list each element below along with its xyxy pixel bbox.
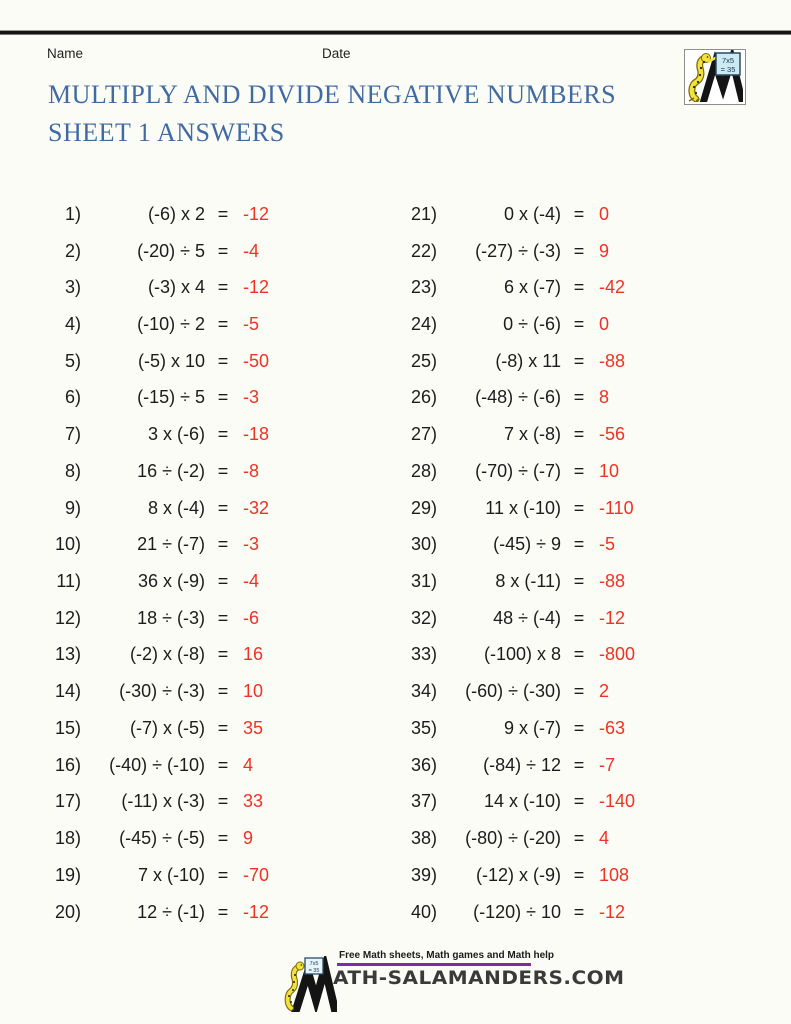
problem-answer: -12 bbox=[243, 277, 270, 298]
problem-expression: (-2) x (-8) bbox=[130, 644, 205, 665]
problem-expression: (-100) x 8 bbox=[483, 644, 561, 665]
problem-answer: -5 bbox=[243, 314, 260, 335]
problem-row bbox=[393, 306, 635, 343]
problem-number: 7) bbox=[64, 424, 81, 445]
problem-row bbox=[393, 637, 635, 674]
problem-number: 28) bbox=[410, 460, 437, 481]
footer-salamander-icon bbox=[283, 956, 337, 1012]
problem-expression: 11 x (-10) bbox=[485, 497, 561, 518]
problem-number: 15) bbox=[54, 717, 81, 738]
problem-answer: -12 bbox=[243, 901, 270, 922]
equals-sign: = bbox=[573, 203, 585, 224]
equals-sign: = bbox=[217, 203, 229, 224]
problem-row bbox=[393, 820, 635, 857]
problem-row bbox=[37, 233, 269, 270]
problem-expression: (-7) x (-5) bbox=[130, 717, 205, 738]
problem-answer: 108 bbox=[599, 864, 630, 885]
problem-row bbox=[37, 784, 269, 821]
problem-row bbox=[393, 233, 635, 270]
problem-answer: -3 bbox=[243, 534, 260, 555]
problem-expression: 7 x (-8) bbox=[503, 424, 561, 445]
problem-number: 40) bbox=[410, 901, 437, 922]
problem-answer: -6 bbox=[243, 607, 260, 628]
problem-number: 8) bbox=[64, 460, 81, 481]
problem-number: 21) bbox=[410, 203, 437, 224]
problem-answer: -70 bbox=[243, 864, 270, 885]
equals-sign: = bbox=[573, 828, 585, 849]
problem-number: 27) bbox=[410, 424, 437, 445]
problem-answer: 0 bbox=[599, 203, 610, 224]
problem-answer: 10 bbox=[599, 460, 620, 481]
equals-sign: = bbox=[217, 607, 229, 628]
problem-answer: -63 bbox=[599, 717, 626, 738]
problem-row bbox=[393, 894, 635, 931]
problem-number: 35) bbox=[410, 717, 437, 738]
problem-number: 38) bbox=[410, 828, 437, 849]
problem-answer: -42 bbox=[599, 277, 626, 298]
problem-answer: 9 bbox=[599, 240, 610, 261]
problem-number: 18) bbox=[54, 828, 81, 849]
problem-answer: -12 bbox=[599, 607, 626, 628]
problem-number: 20) bbox=[54, 901, 81, 922]
problem-row bbox=[37, 747, 269, 784]
problem-answer: 35 bbox=[243, 717, 264, 738]
problem-number: 25) bbox=[410, 350, 437, 371]
problem-number: 36) bbox=[410, 754, 437, 775]
problem-answer: -800 bbox=[599, 644, 636, 665]
equals-sign: = bbox=[573, 350, 585, 371]
equals-sign: = bbox=[573, 277, 585, 298]
footer-text-block bbox=[333, 950, 625, 989]
problem-answer: -88 bbox=[599, 350, 626, 371]
equals-sign: = bbox=[217, 424, 229, 445]
problem-row bbox=[393, 710, 635, 747]
problem-expression: (-45) ÷ (-5) bbox=[119, 828, 205, 849]
equals-sign: = bbox=[573, 864, 585, 885]
equals-sign: = bbox=[573, 644, 585, 665]
equals-sign: = bbox=[217, 681, 229, 702]
problem-number: 4) bbox=[64, 314, 81, 335]
problems-column-right bbox=[393, 196, 635, 930]
equals-sign: = bbox=[573, 424, 585, 445]
problem-row bbox=[393, 784, 635, 821]
problem-expression: (-27) ÷ (-3) bbox=[475, 240, 561, 261]
problem-expression: (-60) ÷ (-30) bbox=[465, 681, 561, 702]
problem-row bbox=[393, 416, 635, 453]
problem-number: 2) bbox=[64, 240, 81, 261]
salamander-logo-icon bbox=[685, 50, 743, 102]
problem-expression: (-120) ÷ 10 bbox=[473, 901, 561, 922]
problem-answer: 8 bbox=[599, 387, 610, 408]
problem-row bbox=[393, 747, 635, 784]
problem-expression: 8 x (-4) bbox=[147, 497, 205, 518]
problem-answer: -56 bbox=[599, 424, 626, 445]
equals-sign: = bbox=[573, 497, 585, 518]
problem-expression: (-12) x (-9) bbox=[476, 864, 561, 885]
problem-number: 30) bbox=[410, 534, 437, 555]
equals-sign: = bbox=[573, 717, 585, 738]
problem-row bbox=[37, 343, 269, 380]
equals-sign: = bbox=[573, 534, 585, 555]
problem-answer: 4 bbox=[599, 828, 610, 849]
problem-expression: 48 ÷ (-4) bbox=[493, 607, 561, 628]
problem-number: 5) bbox=[64, 350, 81, 371]
problem-row bbox=[37, 453, 269, 490]
problem-number: 11) bbox=[56, 571, 81, 592]
problem-row bbox=[393, 196, 635, 233]
problem-number: 23) bbox=[410, 277, 437, 298]
logo-sign-line2: = 35 bbox=[720, 65, 736, 74]
problem-expression: 6 x (-7) bbox=[503, 277, 561, 298]
page-title-line2: SHEET 1 ANSWERS bbox=[48, 118, 285, 147]
problem-expression: 21 ÷ (-7) bbox=[137, 534, 205, 555]
equals-sign: = bbox=[217, 497, 229, 518]
page-title bbox=[48, 76, 616, 152]
problem-row bbox=[393, 453, 635, 490]
problem-number: 1) bbox=[64, 203, 81, 224]
problem-row bbox=[37, 380, 269, 417]
problem-expression: (-3) x 4 bbox=[147, 277, 205, 298]
problem-answer: 4 bbox=[243, 754, 254, 775]
problem-expression: 8 x (-11) bbox=[495, 571, 561, 592]
problem-answer: -18 bbox=[243, 424, 270, 445]
footer-tagline: Free Math sheets, Math games and Math help bbox=[339, 950, 555, 961]
equals-sign: = bbox=[217, 828, 229, 849]
equals-sign: = bbox=[217, 864, 229, 885]
problem-answer: -110 bbox=[599, 497, 634, 518]
equals-sign: = bbox=[217, 314, 229, 335]
problem-expression: (-15) ÷ 5 bbox=[137, 387, 205, 408]
problem-number: 32) bbox=[410, 607, 437, 628]
problem-expression: (-8) x 11 bbox=[495, 350, 561, 371]
equals-sign: = bbox=[217, 901, 229, 922]
problem-row bbox=[37, 196, 269, 233]
equals-sign: = bbox=[217, 644, 229, 665]
problem-row bbox=[393, 600, 635, 637]
problem-expression: (-10) ÷ 2 bbox=[137, 314, 205, 335]
equals-sign: = bbox=[573, 571, 585, 592]
problem-number: 37) bbox=[410, 791, 437, 812]
problem-number: 3) bbox=[64, 277, 81, 298]
top-divider bbox=[0, 30, 791, 35]
logo-sign-line1: 7x5 bbox=[721, 56, 735, 65]
problem-number: 19) bbox=[54, 864, 81, 885]
problem-answer: 0 bbox=[599, 314, 610, 335]
problem-expression: 3 x (-6) bbox=[147, 424, 205, 445]
problems-column-left bbox=[37, 196, 269, 930]
problem-number: 13) bbox=[54, 644, 81, 665]
equals-sign: = bbox=[573, 754, 585, 775]
problem-answer: -12 bbox=[243, 203, 270, 224]
problem-expression: 14 x (-10) bbox=[483, 791, 561, 812]
problem-answer: -5 bbox=[599, 534, 616, 555]
problem-row bbox=[393, 526, 635, 563]
problem-row bbox=[393, 490, 635, 527]
problem-expression: 16 ÷ (-2) bbox=[137, 460, 205, 481]
problem-expression: (-11) x (-3) bbox=[121, 791, 205, 812]
problem-row bbox=[37, 820, 269, 857]
problem-number: 33) bbox=[410, 644, 437, 665]
problem-row bbox=[37, 416, 269, 453]
problem-expression: (-84) ÷ 12 bbox=[483, 754, 561, 775]
problem-number: 12) bbox=[54, 607, 81, 628]
problem-expression: (-80) ÷ (-20) bbox=[465, 828, 561, 849]
problem-number: 39) bbox=[410, 864, 437, 885]
problem-number: 9) bbox=[64, 497, 81, 518]
equals-sign: = bbox=[217, 717, 229, 738]
equals-sign: = bbox=[217, 791, 229, 812]
problem-expression: 9 x (-7) bbox=[503, 717, 561, 738]
problem-expression: 12 ÷ (-1) bbox=[137, 901, 205, 922]
name-label: Name bbox=[47, 46, 84, 61]
problem-expression: 0 ÷ (-6) bbox=[503, 314, 561, 335]
problem-row bbox=[393, 673, 635, 710]
equals-sign: = bbox=[573, 791, 585, 812]
equals-sign: = bbox=[573, 240, 585, 261]
problem-answer: 10 bbox=[243, 681, 264, 702]
equals-sign: = bbox=[573, 681, 585, 702]
equals-sign: = bbox=[573, 314, 585, 335]
problem-row bbox=[37, 637, 269, 674]
problem-row bbox=[37, 710, 269, 747]
problem-expression: 18 ÷ (-3) bbox=[137, 607, 205, 628]
problem-answer: -88 bbox=[599, 571, 626, 592]
problem-answer: 16 bbox=[243, 644, 264, 665]
problem-number: 10) bbox=[54, 534, 81, 555]
svg-text:7x5: 7x5 bbox=[309, 961, 319, 967]
equals-sign: = bbox=[217, 240, 229, 261]
problem-answer: -12 bbox=[599, 901, 626, 922]
page-title-line1: MULTIPLY AND DIVIDE NEGATIVE NUMBERS bbox=[48, 80, 617, 109]
problem-expression: 36 x (-9) bbox=[137, 571, 205, 592]
problem-answer: -7 bbox=[599, 754, 616, 775]
problem-row bbox=[393, 380, 635, 417]
equals-sign: = bbox=[217, 534, 229, 555]
problem-row bbox=[37, 673, 269, 710]
problem-expression: (-48) ÷ (-6) bbox=[475, 387, 561, 408]
problem-expression: (-5) x 10 bbox=[137, 350, 205, 371]
problem-row bbox=[37, 600, 269, 637]
problem-answer: -4 bbox=[243, 240, 260, 261]
problem-number: 24) bbox=[410, 314, 437, 335]
problem-number: 34) bbox=[410, 681, 437, 702]
problem-number: 14) bbox=[54, 681, 81, 702]
problem-answer: -50 bbox=[243, 350, 270, 371]
problem-number: 17) bbox=[54, 791, 81, 812]
equals-sign: = bbox=[217, 350, 229, 371]
equals-sign: = bbox=[217, 277, 229, 298]
problem-answer: 33 bbox=[243, 791, 264, 812]
problem-row bbox=[37, 490, 269, 527]
problem-number: 16) bbox=[54, 754, 81, 775]
problem-row bbox=[393, 343, 635, 380]
equals-sign: = bbox=[573, 387, 585, 408]
footer-logo bbox=[283, 950, 625, 1012]
problem-number: 29) bbox=[410, 497, 437, 518]
equals-sign: = bbox=[573, 607, 585, 628]
equals-sign: = bbox=[217, 754, 229, 775]
date-label: Date bbox=[322, 46, 351, 61]
equals-sign: = bbox=[217, 387, 229, 408]
problem-row bbox=[37, 563, 269, 600]
problem-expression: (-40) ÷ (-10) bbox=[109, 754, 205, 775]
site-logo bbox=[684, 49, 746, 105]
problem-number: 22) bbox=[410, 240, 437, 261]
problem-expression: (-30) ÷ (-3) bbox=[119, 681, 205, 702]
problem-expression: 7 x (-10) bbox=[137, 864, 205, 885]
problem-row bbox=[37, 269, 269, 306]
problem-number: 6) bbox=[64, 387, 81, 408]
problem-number: 31) bbox=[410, 571, 437, 592]
equals-sign: = bbox=[217, 571, 229, 592]
problem-expression: (-6) x 2 bbox=[147, 203, 205, 224]
problem-expression: 0 x (-4) bbox=[503, 203, 561, 224]
problem-row bbox=[37, 857, 269, 894]
problem-row bbox=[393, 269, 635, 306]
equals-sign: = bbox=[573, 460, 585, 481]
problem-answer: -4 bbox=[243, 571, 260, 592]
footer-site-name: ATH-SALAMANDERS.COM bbox=[333, 966, 625, 989]
problem-answer: -140 bbox=[599, 791, 636, 812]
problem-row bbox=[37, 526, 269, 563]
problem-row bbox=[37, 306, 269, 343]
equals-sign: = bbox=[573, 901, 585, 922]
problem-row bbox=[393, 857, 635, 894]
problem-answer: 2 bbox=[599, 681, 610, 702]
problem-answer: -3 bbox=[243, 387, 260, 408]
equals-sign: = bbox=[217, 460, 229, 481]
problem-expression: (-20) ÷ 5 bbox=[137, 240, 205, 261]
problem-row bbox=[37, 894, 269, 931]
problem-expression: (-45) ÷ 9 bbox=[493, 534, 561, 555]
problem-answer: 9 bbox=[243, 828, 254, 849]
problem-row bbox=[393, 563, 635, 600]
problem-expression: (-70) ÷ (-7) bbox=[475, 460, 561, 481]
problem-answer: -32 bbox=[243, 497, 270, 518]
problem-number: 26) bbox=[410, 387, 437, 408]
svg-text:= 35: = 35 bbox=[308, 968, 320, 974]
problem-answer: -8 bbox=[243, 460, 260, 481]
